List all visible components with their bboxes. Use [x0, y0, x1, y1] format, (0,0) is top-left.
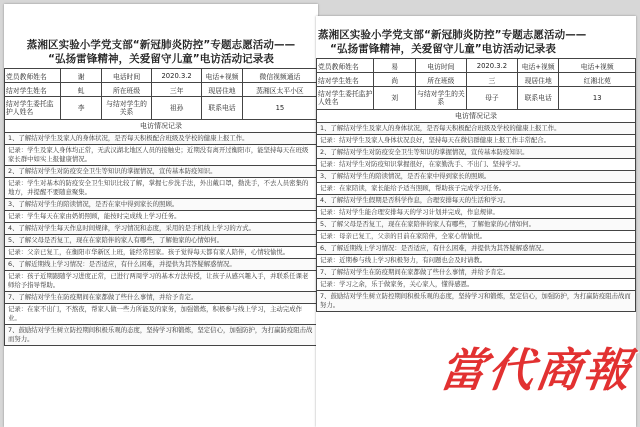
table-cell: 2020.3.2 — [152, 69, 202, 83]
right-title-line2: “弘扬雷锋精神，关爱留守儿童”电访活动记录表 — [330, 43, 557, 55]
record-row: 7、了解结对学生在防疫期间在家都做了些什么事情，并给予肯定。 — [316, 267, 636, 279]
left-record-sheet — [4, 4, 318, 427]
right-title-line1: 蒸湘区实验小学党支部“新冠肺炎防控”专题志愿活动—— — [318, 29, 587, 41]
table-cell: 结对学生委托监护人姓名 — [5, 97, 61, 120]
left-section-title: 电访情况记录 — [4, 120, 318, 133]
table-row — [317, 59, 636, 73]
record-row: 记录：在家陪读，家长能给予适当照顾，帮助孩子完成学习任务。 — [316, 183, 636, 195]
record-row: 1、了解结对学生及家人的身体状况，是否每天积极配合班级及学校的健康上报工作。 — [316, 123, 636, 135]
record-row: 记录：近期参与线上学习积极努力，有问题也会及时请教。 — [316, 255, 636, 267]
table-cell: 三 — [466, 73, 517, 87]
record-row: 记录：结对学生及家人身体状况良好，坚持每天在微信群健康上报工作丰常配合。 — [316, 135, 636, 147]
left-title-line1: 蒸湘区实验小学党支部“新冠肺炎防控”专题志愿活动—— — [26, 39, 296, 51]
record-row: 2、了解结对学生对防疫安全卫生等知识的掌握情况，宣传基本防疫知识。 — [316, 147, 636, 159]
record-row: 记录：学习之余，乐于做家务，关心家人，懂得感恩。 — [316, 279, 636, 291]
record-row: 4、了解结对学生每天作息时间规律，学习情况和态度，采用的是手机线上学习的方式。 — [4, 223, 318, 235]
left-info-table — [4, 68, 318, 120]
table-row — [317, 87, 636, 110]
table-cell: 与结对学生的关系 — [415, 87, 466, 110]
table-cell: 电话+视频 — [559, 59, 636, 73]
table-cell: 结对学生姓名 — [317, 73, 374, 87]
table-cell: 母子 — [466, 87, 517, 110]
record-row: 7、鼓励结对学生树立防控期间积极乐观的态度，坚持学习和锻炼，坚定信心，加强防护，为打赢防疫阻击战而努力。 — [316, 291, 636, 312]
right-section-title: 电访情况记录 — [316, 110, 636, 123]
table-cell: 13 — [559, 87, 636, 110]
record-row: 记录：在家不出门，不熬夜，帮家人做一些力所能及的家务，加强锻炼，积极参与线上学习，主动完成作业。 — [4, 304, 318, 325]
table-cell: 红湘北苑 — [559, 73, 636, 87]
table-cell: 结对学生姓名 — [5, 83, 61, 97]
record-row: 3、了解结对学生的陪读情况，是否在家中得到家长的照顾。 — [4, 199, 318, 211]
table-cell: 虬 — [61, 83, 102, 97]
record-row: 5、了解父母是否复工，现在在家陪伴的家人有哪些，了解他家的心情如何。 — [316, 219, 636, 231]
record-row: 记录：学生对基本的防疫安全卫生知识比较了解，掌握七步洗手法，外出戴口罩，勤洗手，不去人员密集的地方，并提醒不要随意聚集。 — [4, 178, 318, 199]
table-cell: 李 — [61, 97, 102, 120]
record-row: 记录：结对学生能合理安排每天的学习计划并完成，作息规律。 — [316, 207, 636, 219]
record-row: 6、了解近期线上学习情况：是否适应，有什么困难，并提供为其答疑解惑情况。 — [4, 259, 318, 271]
left-title-line2: “弘扬雷锋精神，关爱留守儿童”电访活动记录表 — [47, 53, 274, 65]
table-cell: 祖孙 — [152, 97, 202, 120]
record-row: 7、了解结对学生在防疫期间在家都做了些什么事情，并给予肯定。 — [4, 292, 318, 304]
table-cell: 联系电话 — [202, 97, 243, 120]
newspaper-watermark: 當代商報 — [436, 343, 636, 397]
record-row: 6、了解近期线上学习情况：是否适应，有什么困难，并提供为其答疑解惑情况。 — [316, 243, 636, 255]
record-row: 记录：学生每天在家由奶奶照顾，能按时完成线上学习任务。 — [4, 211, 318, 223]
table-cell: 现居住地 — [517, 73, 558, 87]
table-cell: 电话+视频 — [517, 59, 558, 73]
record-row: 2、了解结对学生对防疫安全卫生等知识的掌握情况，宣传基本防疫知识。 — [4, 166, 318, 178]
table-cell: 所在班级 — [102, 83, 152, 97]
record-row: 1、了解结对学生及家人的身体状况，是否每天积极配合班级及学校的健康上报工作。 — [4, 133, 318, 145]
record-row: 记录：结对学生对防疫知识掌握很好，在家勤洗手、不出门、坚持学习。 — [316, 159, 636, 171]
right-info-table — [316, 58, 636, 110]
record-row: 记录：父亲已复工，在衡阳市华新区上班，能经常回家。孩子觉得每天都有家人陪伴，心情较愉悦。 — [4, 247, 318, 259]
record-row: 记录：母亲已复工，父亲的目前在家陪伴，全家心情愉悦。 — [316, 231, 636, 243]
table-cell: 15 — [242, 97, 317, 120]
table-cell: 电话时间 — [102, 69, 152, 83]
table-cell: 结对学生委托监护人姓名 — [317, 87, 374, 110]
record-row: 3、了解结对学生的陪读情况，是否在家中得到家长的照顾。 — [316, 171, 636, 183]
table-cell: 谢 — [61, 69, 102, 83]
table-cell: 尚 — [374, 73, 415, 87]
table-cell: 微信视频通话 — [242, 69, 317, 83]
record-row: 记录：学生及家人身体均正常，无武汉湖北地区人员的接触史；近期没有离开过衡阳市，能坚持每天在班级家长群中如实上报健康情况。 — [4, 145, 318, 166]
table-cell: 所在班级 — [415, 73, 466, 87]
table-cell: 现居住地 — [202, 83, 243, 97]
table-cell: 党员教师姓名 — [317, 59, 374, 73]
table-row — [5, 83, 318, 97]
table-cell: 电话+视频 — [202, 69, 243, 83]
table-cell: 2020.3.2 — [466, 59, 517, 73]
record-row: 记录：孩子近期跟随学习进度正常，已进行两周学习的基本方法传授，让孩子从感兴趣入手，并联系任课老师给予指导帮助。 — [4, 271, 318, 292]
table-cell: 易 — [374, 59, 415, 73]
table-row — [5, 69, 318, 83]
table-cell: 党员教师姓名 — [5, 69, 61, 83]
table-cell: 蒸湘区太平小区 — [242, 83, 317, 97]
table-cell: 与结对学生的关系 — [102, 97, 152, 120]
table-cell: 电访时间 — [415, 59, 466, 73]
table-row — [5, 97, 318, 120]
record-row: 5、了解父母是否复工，现在在家陪伴的家人有哪些，了解他家的心情如何。 — [4, 235, 318, 247]
table-cell: 联系电话 — [517, 87, 558, 110]
record-row: 7、鼓励结对学生树立防控期间积极乐观的态度，坚持学习和锻炼，坚定信心，加强防护，为打赢防疫阻击战而努力。 — [4, 325, 318, 346]
table-cell: 三年 — [152, 83, 202, 97]
record-row: 4、了解结对学生假期是否科学作息，合理安排每天的生活和学习。 — [316, 195, 636, 207]
table-cell: 刘 — [374, 87, 415, 110]
table-row — [317, 73, 636, 87]
